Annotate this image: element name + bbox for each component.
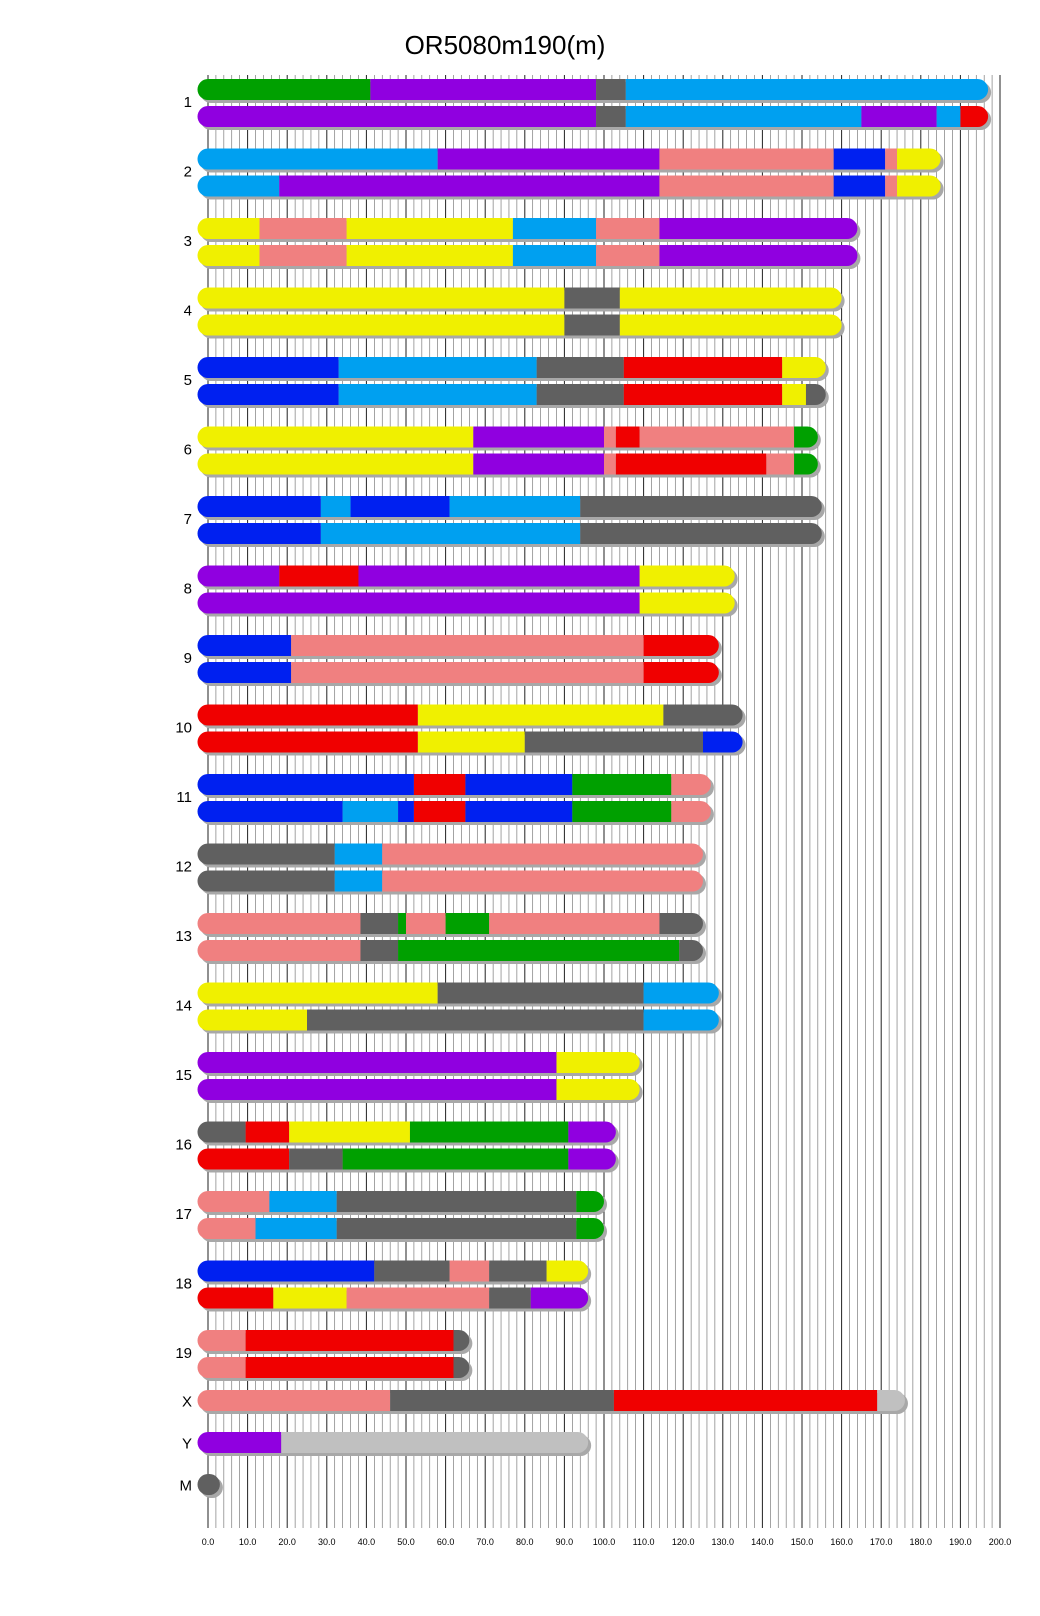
segment bbox=[321, 496, 351, 517]
haplotype-1 bbox=[198, 1330, 471, 1351]
haplotype-2 bbox=[198, 176, 942, 197]
segment bbox=[198, 523, 321, 544]
chart-title: OR5080m190(m) bbox=[404, 30, 606, 60]
segment bbox=[659, 176, 833, 197]
segment bbox=[198, 1288, 274, 1309]
segment bbox=[616, 427, 640, 448]
segment bbox=[347, 218, 513, 239]
segment bbox=[465, 801, 572, 822]
segment bbox=[291, 662, 643, 683]
segment bbox=[382, 844, 704, 865]
segment bbox=[198, 1149, 290, 1170]
segment bbox=[580, 523, 823, 544]
x-tick-label: 90.0 bbox=[555, 1537, 574, 1547]
segment bbox=[198, 1330, 246, 1351]
segment bbox=[198, 844, 335, 865]
segment bbox=[358, 566, 639, 587]
segment bbox=[564, 315, 619, 336]
segment bbox=[281, 1432, 589, 1453]
segment bbox=[198, 218, 260, 239]
segment bbox=[279, 176, 659, 197]
segment bbox=[659, 913, 704, 934]
segment bbox=[198, 1261, 375, 1282]
segment bbox=[198, 774, 414, 795]
chromosome-13 bbox=[175, 913, 706, 964]
segment bbox=[289, 1149, 342, 1170]
chromosome-label: 6 bbox=[183, 441, 192, 459]
x-tick-label: 150.0 bbox=[790, 1537, 814, 1547]
segment bbox=[339, 384, 537, 405]
haplotype-1 bbox=[198, 774, 712, 795]
segment bbox=[198, 913, 361, 934]
x-tick-label: 70.0 bbox=[476, 1537, 494, 1547]
haplotype-1 bbox=[198, 983, 720, 1004]
segment bbox=[198, 705, 418, 726]
segment bbox=[897, 149, 942, 170]
segment bbox=[897, 176, 942, 197]
chromosome-label: 11 bbox=[176, 789, 192, 806]
segment bbox=[626, 106, 862, 127]
segment bbox=[671, 801, 712, 822]
haplotype-1 bbox=[198, 1052, 641, 1073]
haplotype-2 bbox=[198, 1149, 617, 1170]
segment bbox=[337, 1218, 577, 1239]
segment bbox=[198, 384, 339, 405]
segment bbox=[640, 566, 736, 587]
segment bbox=[351, 496, 450, 517]
chromosome-12 bbox=[175, 844, 706, 895]
haplotype-1 bbox=[198, 913, 705, 934]
chromosome-14 bbox=[175, 983, 722, 1034]
chromosome-label: 4 bbox=[183, 302, 192, 320]
segment bbox=[289, 1122, 410, 1143]
chromosome-10 bbox=[175, 705, 745, 756]
segment bbox=[659, 245, 858, 266]
segment bbox=[279, 566, 358, 587]
segment bbox=[513, 218, 596, 239]
segment bbox=[198, 871, 335, 892]
segment bbox=[198, 315, 565, 336]
segment bbox=[198, 288, 565, 309]
segment bbox=[489, 913, 659, 934]
segment bbox=[198, 1010, 308, 1031]
segment bbox=[390, 1390, 614, 1411]
chromosome-label: 8 bbox=[183, 580, 192, 598]
haplotype-2 bbox=[198, 1218, 606, 1239]
segment bbox=[198, 635, 292, 656]
segment bbox=[198, 1052, 557, 1073]
segment bbox=[291, 635, 643, 656]
chromosome-3 bbox=[184, 218, 861, 269]
haplotype-2 bbox=[198, 315, 843, 336]
segment bbox=[398, 801, 414, 822]
segment bbox=[198, 732, 418, 753]
segment bbox=[246, 1357, 454, 1378]
chromosome-label: 15 bbox=[175, 1067, 192, 1084]
segment bbox=[198, 149, 438, 170]
haplotype-1 bbox=[198, 1390, 906, 1411]
segment bbox=[531, 1288, 589, 1309]
haplotype-2 bbox=[198, 384, 827, 405]
segment bbox=[596, 218, 659, 239]
segment bbox=[198, 1390, 391, 1411]
segment bbox=[360, 913, 398, 934]
segment bbox=[576, 1191, 605, 1212]
segment bbox=[620, 315, 843, 336]
segment bbox=[339, 357, 537, 378]
x-axis-ticks bbox=[202, 1537, 1012, 1547]
segment bbox=[414, 801, 465, 822]
haplotype-1 bbox=[198, 705, 744, 726]
haplotype-2 bbox=[198, 801, 712, 822]
chromosome-label: 1 bbox=[183, 94, 192, 111]
segment bbox=[321, 523, 580, 544]
segment bbox=[659, 149, 833, 170]
chromosome-5 bbox=[184, 357, 829, 408]
x-tick-label: 0.0 bbox=[201, 1537, 215, 1547]
chromosome-17 bbox=[175, 1191, 607, 1242]
segment bbox=[604, 454, 616, 475]
segment bbox=[450, 496, 581, 517]
haplotype-1 bbox=[198, 1191, 606, 1212]
segment bbox=[246, 1330, 454, 1351]
haplotype-1 bbox=[198, 635, 720, 656]
chromosome-label: 5 bbox=[183, 372, 192, 389]
segment bbox=[568, 1149, 617, 1170]
haplotype-1 bbox=[198, 218, 859, 239]
chromosome-label: 10 bbox=[175, 719, 192, 737]
segment bbox=[273, 1288, 346, 1309]
x-tick-label: 170.0 bbox=[869, 1537, 893, 1547]
x-tick-label: 180.0 bbox=[909, 1537, 933, 1547]
chromosome-18 bbox=[175, 1261, 591, 1312]
haplotype-1 bbox=[198, 496, 823, 517]
segment bbox=[663, 705, 743, 726]
segment bbox=[347, 245, 513, 266]
segment bbox=[256, 1218, 337, 1239]
segment bbox=[861, 106, 936, 127]
segment bbox=[640, 427, 794, 448]
segment bbox=[398, 940, 679, 961]
segment bbox=[877, 1390, 906, 1411]
segment bbox=[703, 732, 744, 753]
haplotype-1 bbox=[198, 1261, 590, 1282]
chromosome-4 bbox=[184, 288, 845, 339]
segment bbox=[374, 1261, 449, 1282]
segment bbox=[335, 871, 383, 892]
haplotype-2 bbox=[198, 940, 705, 961]
segment bbox=[885, 176, 897, 197]
x-tick-label: 140.0 bbox=[751, 1537, 774, 1547]
x-tick-label: 130.0 bbox=[711, 1537, 735, 1547]
segment bbox=[337, 1191, 577, 1212]
haplotype-2 bbox=[198, 1079, 641, 1100]
chromosome-label: 19 bbox=[175, 1345, 192, 1362]
segment bbox=[596, 79, 626, 100]
chromosome-y bbox=[182, 1432, 591, 1456]
segment bbox=[937, 106, 961, 127]
segment bbox=[198, 1218, 256, 1239]
haplotype-2 bbox=[198, 1357, 471, 1378]
segment bbox=[198, 496, 321, 517]
haplotype-2 bbox=[198, 523, 823, 544]
chromosome-label: 7 bbox=[183, 511, 192, 528]
chromosome-m bbox=[180, 1474, 223, 1498]
segment bbox=[782, 357, 827, 378]
segment bbox=[782, 384, 806, 405]
x-tick-label: 110.0 bbox=[632, 1537, 655, 1547]
segment bbox=[198, 106, 597, 127]
chromosome-x bbox=[182, 1390, 908, 1414]
chromosome-16 bbox=[175, 1122, 619, 1173]
x-tick-label: 50.0 bbox=[397, 1537, 415, 1547]
segment bbox=[198, 1357, 246, 1378]
segment bbox=[370, 79, 596, 100]
segment bbox=[644, 983, 720, 1004]
haplotype-1 bbox=[198, 1432, 590, 1453]
haplotype-2 bbox=[198, 871, 705, 892]
haplotype-1 bbox=[198, 149, 942, 170]
haplotype-1 bbox=[198, 566, 736, 587]
x-tick-label: 160.0 bbox=[830, 1537, 853, 1547]
chromosome-label: 13 bbox=[175, 928, 192, 945]
segment bbox=[198, 79, 371, 100]
segment bbox=[572, 801, 671, 822]
segment bbox=[198, 662, 292, 683]
x-tick-label: 80.0 bbox=[516, 1537, 534, 1547]
chromosome-label: Y bbox=[181, 1435, 192, 1453]
chromosome-label: M bbox=[179, 1477, 192, 1495]
segment bbox=[556, 1079, 640, 1100]
segment bbox=[198, 454, 474, 475]
segment bbox=[198, 593, 640, 614]
segment bbox=[766, 454, 794, 475]
chromosome-label: X bbox=[181, 1393, 192, 1411]
chromosome-label: 3 bbox=[183, 233, 192, 250]
segment bbox=[489, 1261, 546, 1282]
segment bbox=[414, 774, 465, 795]
segment bbox=[410, 1122, 568, 1143]
haplotype-1 bbox=[198, 357, 827, 378]
haplotype-1 bbox=[198, 288, 843, 309]
segment bbox=[198, 245, 260, 266]
haplotype-2 bbox=[198, 1288, 590, 1309]
segment bbox=[418, 705, 664, 726]
haplotype-2 bbox=[198, 593, 736, 614]
segment bbox=[307, 1010, 644, 1031]
haplotype-1 bbox=[198, 79, 990, 100]
chromosome-2 bbox=[184, 149, 944, 200]
segment bbox=[960, 106, 989, 127]
segment bbox=[259, 245, 346, 266]
haplotype-2 bbox=[198, 245, 859, 266]
segment bbox=[418, 732, 525, 753]
segment bbox=[885, 149, 897, 170]
segment bbox=[596, 106, 626, 127]
segment bbox=[556, 1052, 640, 1073]
segment bbox=[198, 1122, 246, 1143]
x-tick-label: 200.0 bbox=[988, 1537, 1012, 1547]
segment bbox=[259, 218, 346, 239]
haplotype-2 bbox=[198, 732, 744, 753]
segment bbox=[547, 1261, 590, 1282]
segment bbox=[343, 1149, 569, 1170]
segment bbox=[640, 593, 736, 614]
chromosome-label: 16 bbox=[175, 1136, 192, 1154]
x-tick-label: 30.0 bbox=[318, 1537, 336, 1547]
chromosome-label: 17 bbox=[175, 1206, 192, 1223]
segment bbox=[624, 384, 782, 405]
segment bbox=[620, 288, 843, 309]
x-tick-label: 120.0 bbox=[671, 1537, 695, 1547]
segment bbox=[198, 801, 343, 822]
haplotype-2 bbox=[198, 454, 819, 475]
segment bbox=[624, 357, 782, 378]
x-tick-label: 20.0 bbox=[278, 1537, 296, 1547]
segment bbox=[438, 149, 660, 170]
chromosome-label: 2 bbox=[183, 163, 192, 181]
segment bbox=[198, 1432, 282, 1453]
segment bbox=[343, 801, 398, 822]
segment bbox=[198, 427, 474, 448]
segment bbox=[572, 774, 671, 795]
segment bbox=[596, 245, 659, 266]
segment bbox=[513, 245, 596, 266]
segment bbox=[473, 427, 604, 448]
segment bbox=[446, 913, 490, 934]
chromosome-1 bbox=[184, 79, 991, 130]
chromosome-label: 9 bbox=[183, 650, 192, 667]
segment bbox=[465, 774, 572, 795]
segment bbox=[644, 635, 720, 656]
segment bbox=[604, 427, 616, 448]
segment bbox=[644, 1010, 720, 1031]
segment bbox=[406, 913, 446, 934]
segment bbox=[834, 149, 885, 170]
chromosome-8 bbox=[184, 566, 738, 617]
haplotype-1 bbox=[198, 1122, 617, 1143]
segment bbox=[198, 1079, 557, 1100]
chromosome-9 bbox=[184, 635, 722, 686]
segment bbox=[576, 1218, 605, 1239]
segment bbox=[438, 983, 644, 1004]
haplotype-1 bbox=[198, 427, 819, 448]
segment bbox=[450, 1261, 490, 1282]
x-tick-label: 60.0 bbox=[436, 1537, 455, 1547]
chromosome-label: 12 bbox=[175, 858, 192, 876]
segment bbox=[537, 384, 624, 405]
segment bbox=[198, 176, 280, 197]
segment bbox=[198, 1191, 270, 1212]
segment bbox=[489, 1288, 531, 1309]
segment bbox=[335, 844, 383, 865]
x-tick-label: 190.0 bbox=[949, 1537, 972, 1547]
haplotype-2 bbox=[198, 1010, 720, 1031]
segment bbox=[382, 871, 704, 892]
segment bbox=[347, 1288, 490, 1309]
segment bbox=[834, 176, 885, 197]
segment bbox=[246, 1122, 290, 1143]
segment bbox=[671, 774, 712, 795]
haplotype-2 bbox=[198, 106, 990, 127]
chromosome-19 bbox=[175, 1330, 472, 1381]
segment bbox=[360, 940, 398, 961]
x-tick-label: 100.0 bbox=[592, 1537, 616, 1547]
segment bbox=[473, 454, 604, 475]
segment bbox=[269, 1191, 336, 1212]
segment bbox=[616, 454, 766, 475]
segment bbox=[659, 218, 858, 239]
segment bbox=[198, 357, 339, 378]
segment bbox=[626, 79, 989, 100]
segment bbox=[198, 983, 438, 1004]
segment bbox=[564, 288, 619, 309]
segment bbox=[198, 566, 280, 587]
haplotype-1 bbox=[198, 844, 705, 865]
chromosome-7 bbox=[184, 496, 825, 547]
segment bbox=[537, 357, 624, 378]
segment bbox=[568, 1122, 617, 1143]
segment bbox=[644, 662, 720, 683]
x-tick-label: 40.0 bbox=[357, 1537, 376, 1547]
haplotype-2 bbox=[198, 662, 720, 683]
segment bbox=[525, 732, 703, 753]
chromosome-label: 18 bbox=[175, 1275, 192, 1293]
chromosome-label: 14 bbox=[175, 997, 192, 1015]
x-tick-label: 10.0 bbox=[238, 1537, 257, 1547]
segment bbox=[398, 913, 406, 934]
segment bbox=[614, 1390, 877, 1411]
segment bbox=[198, 940, 361, 961]
segment bbox=[580, 496, 823, 517]
